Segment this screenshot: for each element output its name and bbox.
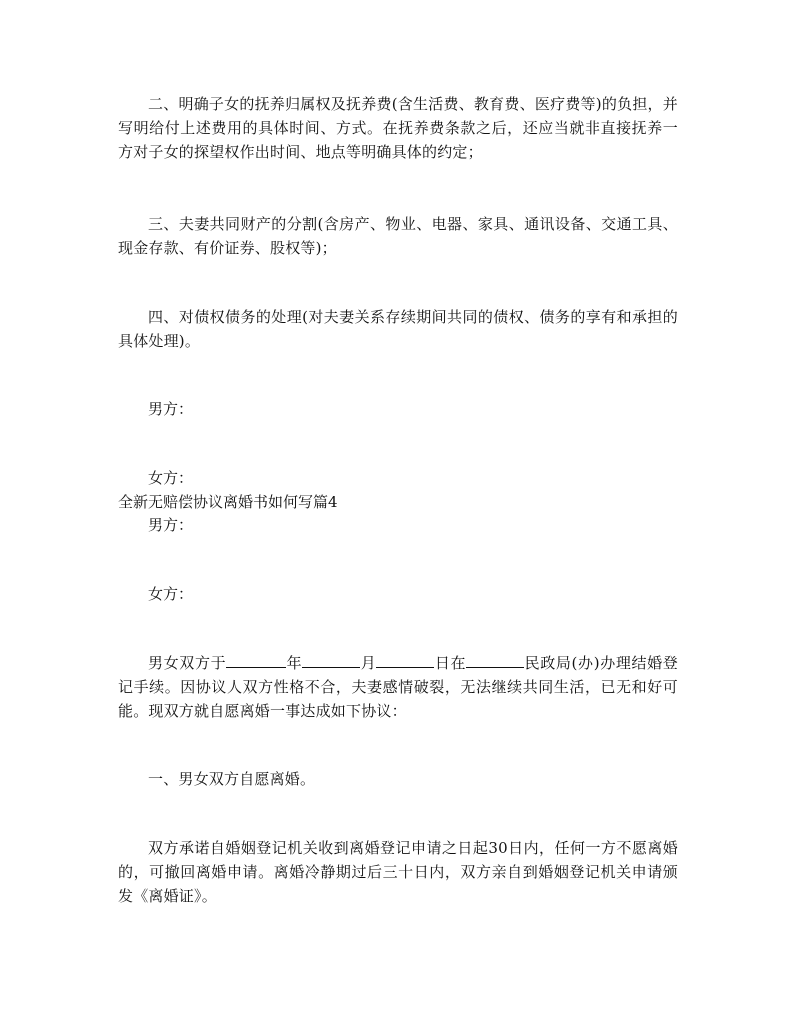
party-female-label: 女方：: [148, 585, 194, 603]
day-label: 日在: [434, 654, 467, 672]
section-heading: 全新无赔偿协议离婚书如何写篇4: [118, 493, 338, 511]
year-label: 年: [286, 654, 303, 672]
paragraph-property: 三、夫妻共同财产的分割(含房产、物业、电器、家具、通讯设备、交通工具、现金存款、有价证券、股权等)；: [118, 215, 678, 257]
party-male-label: 男方：: [148, 516, 194, 534]
paragraph-clause-one: 一、男女双方自愿离婚。: [148, 770, 316, 788]
paragraph-cooling-off: 双方承诺自婚姻登记机关收到离婚登记申请之日起30日内，任何一方不愿离婚的，可撤回离婚申请。离婚冷静期过后三十日内，双方亲自到婚姻登记机关申请颁发《离婚证》。: [118, 839, 678, 905]
month-label: 月: [360, 654, 377, 672]
registration-prefix: 男女双方于: [148, 654, 227, 672]
signature-male-label: 男方：: [148, 400, 194, 418]
month-blank: [302, 653, 360, 668]
day-blank: [376, 653, 434, 668]
office-blank: [466, 653, 524, 668]
paragraph-custody: 二、明确子女的抚养归属权及抚养费(含生活费、教育费、医疗费等)的负担，并写明给付上述费用的具体时间、方式。在抚养费条款之后，还应当就非直接抚养一方对子女的探望权作出时间、地点等明确具体的约定；: [118, 95, 678, 161]
year-blank: [226, 653, 286, 668]
paragraph-marriage-registration: [118, 651, 678, 723]
paragraph-debts: 四、对债权债务的处理(对夫妻关系存续期间共同的债权、债务的享有和承担的具体处理)。: [118, 308, 678, 350]
registration-text: 民政局(办)办理结婚登记手续。因协议人双方性格不合，夫妻感情破裂，无法继续共同生活，已无和好可能。现双方就自愿离婚一事达成如下协议：: [118, 654, 678, 720]
signature-female-label: 女方：: [148, 469, 194, 487]
